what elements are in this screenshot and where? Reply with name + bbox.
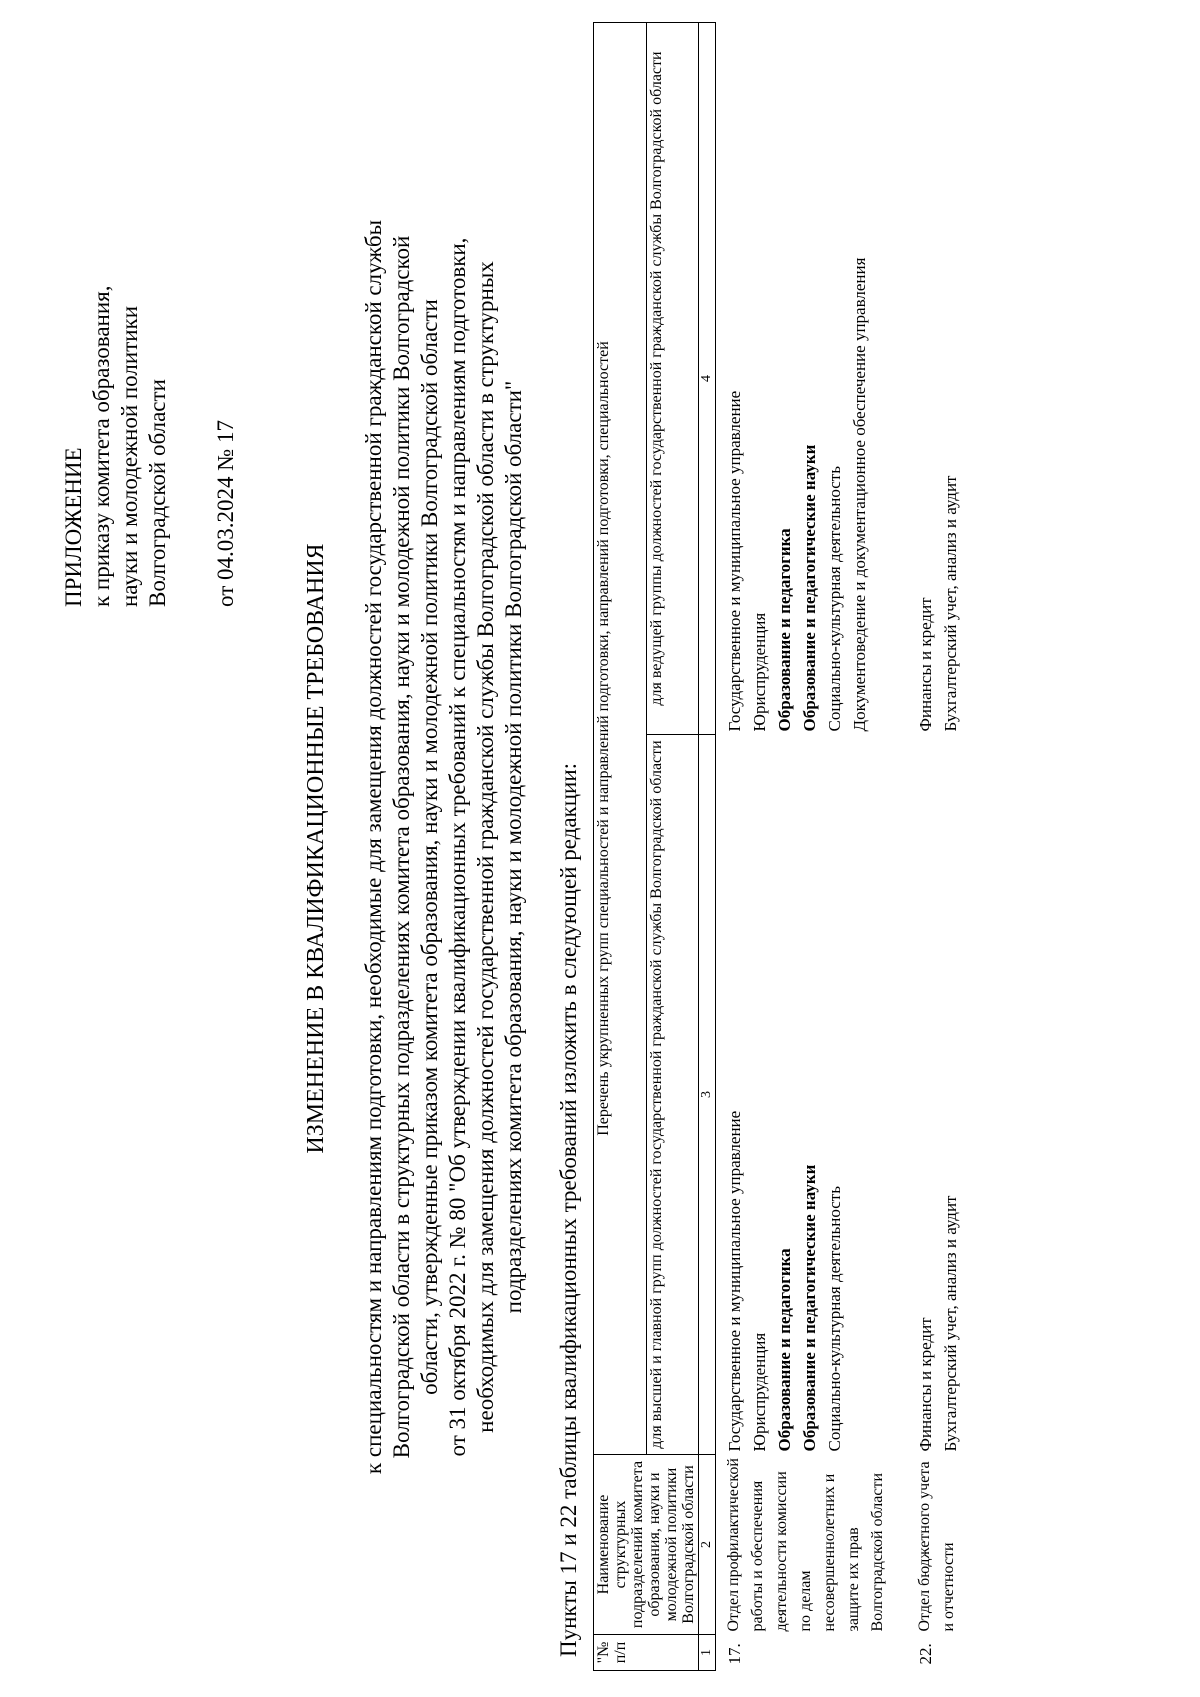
lead-sentence: Пункты 17 и 22 таблицы квалификационных требований изложить в следующей редакции:: [556, 762, 581, 1657]
specialty-item: Государственное и муниципальное управление: [725, 390, 744, 732]
specialty-item: Образование и педагогика: [775, 1248, 794, 1452]
table-row: [716, 22, 892, 1670]
intro-line: подразделениях комитета образования, науки и молодежной политики Волгоградской области": [501, 380, 526, 1314]
specialty-list: [913, 738, 963, 1452]
document-title: ИЗМЕНЕНИЕ В КВАЛИФИКАЦИОННЫЕ ТРЕБОВАНИЯ: [303, 543, 329, 1154]
specialty-item: Документоведение и документационное обеспечение управления: [850, 257, 869, 732]
specialty-item: Финансы и кредит: [916, 597, 935, 732]
column-number: 2: [699, 1455, 716, 1635]
specialty-list: [913, 25, 963, 731]
header-department: Наименование структурных подразделений комитета образования, науки и молодежной политики Волгоградской области: [594, 1455, 699, 1635]
specialty-item: Образование и педагогические науки: [800, 1164, 819, 1452]
specialty-item: Бухгалтерский учет, анализ и аудит: [941, 475, 960, 732]
header-no: "№ п/п: [594, 1635, 699, 1671]
intro-line: к специальностям и направлениям подготовки, необходимые для замещения должностей государственной гражданской службы: [361, 219, 386, 1475]
specialty-list: [722, 25, 872, 731]
header-specialty-groups: Перечень укрупненных групп специальностей и направлений подготовки, направлений подготовки, специальностей: [594, 22, 647, 1454]
specialty-item: Юриспруденция: [750, 1332, 769, 1452]
specialty-item: Образование и педагогика: [775, 528, 794, 732]
appendix-line: науки и молодежной политики: [117, 305, 142, 607]
header-higher-main-groups: для высшей и главной групп должностей государственной гражданской службы Волгоградской области: [646, 735, 699, 1455]
specialty-item: Юриспруденция: [750, 612, 769, 732]
leading-group-specialties: [891, 22, 964, 734]
specialty-item: Бухгалтерский учет, анализ и аудит: [941, 1195, 960, 1452]
requirements-table: [593, 22, 964, 1671]
row-number: 17.: [725, 1643, 744, 1665]
higher-group-specialties: [891, 735, 964, 1455]
column-number: 1: [699, 1635, 716, 1671]
intro-line: необходимых для замещения должностей государственной гражданской службы Волгоградской области в структурных: [473, 261, 498, 1433]
appendix-line: ПРИЛОЖЕНИЕ: [61, 447, 86, 607]
department-name: Отдел бюджетного учета и отчетности: [916, 1461, 957, 1632]
specialty-item: Образование и педагогические науки: [800, 444, 819, 732]
intro-paragraph: [360, 37, 528, 1657]
specialty-item: Государственное и муниципальное управление: [725, 1110, 744, 1452]
appendix-line: Волгоградской области: [145, 379, 170, 607]
specialty-item: Финансы и кредит: [916, 1317, 935, 1452]
intro-line: области, утвержденные приказом комитета образования, науки и молодежной политики Волгоградской области: [417, 299, 442, 1395]
column-number: 4: [699, 22, 716, 734]
specialty-item: Социально-культурная деятельность: [825, 1186, 844, 1452]
intro-line: Волгоградской области в структурных подразделениях комитета образования, науки и молодежной политики Волгоградской: [389, 235, 414, 1459]
intro-line: от 31 октября 2022 г. № 80 "Об утверждении квалификационных требований к специальностям и направлениям подготовки,: [445, 237, 470, 1457]
column-number: 3: [699, 735, 716, 1455]
header-leading-group: для ведущей группы должностей государственной гражданской службы Волгоградской области: [646, 22, 699, 734]
department-name: Отдел профилактической работы и обеспечения деятельности комиссии по делам несовершеннолетних и защите их прав Волгоградской области: [725, 1458, 886, 1632]
table-row: [891, 22, 964, 1670]
higher-group-specialties: [716, 735, 892, 1455]
appendix-line: к приказу комитета образования,: [89, 285, 114, 607]
specialty-list: [722, 738, 847, 1452]
appendix-header: [60, 47, 240, 607]
order-date: от 04.03.2024 № 17: [213, 420, 238, 607]
leading-group-specialties: [716, 22, 892, 734]
specialty-item: Социально-культурная деятельность: [825, 466, 844, 732]
row-number: 22.: [916, 1643, 935, 1665]
